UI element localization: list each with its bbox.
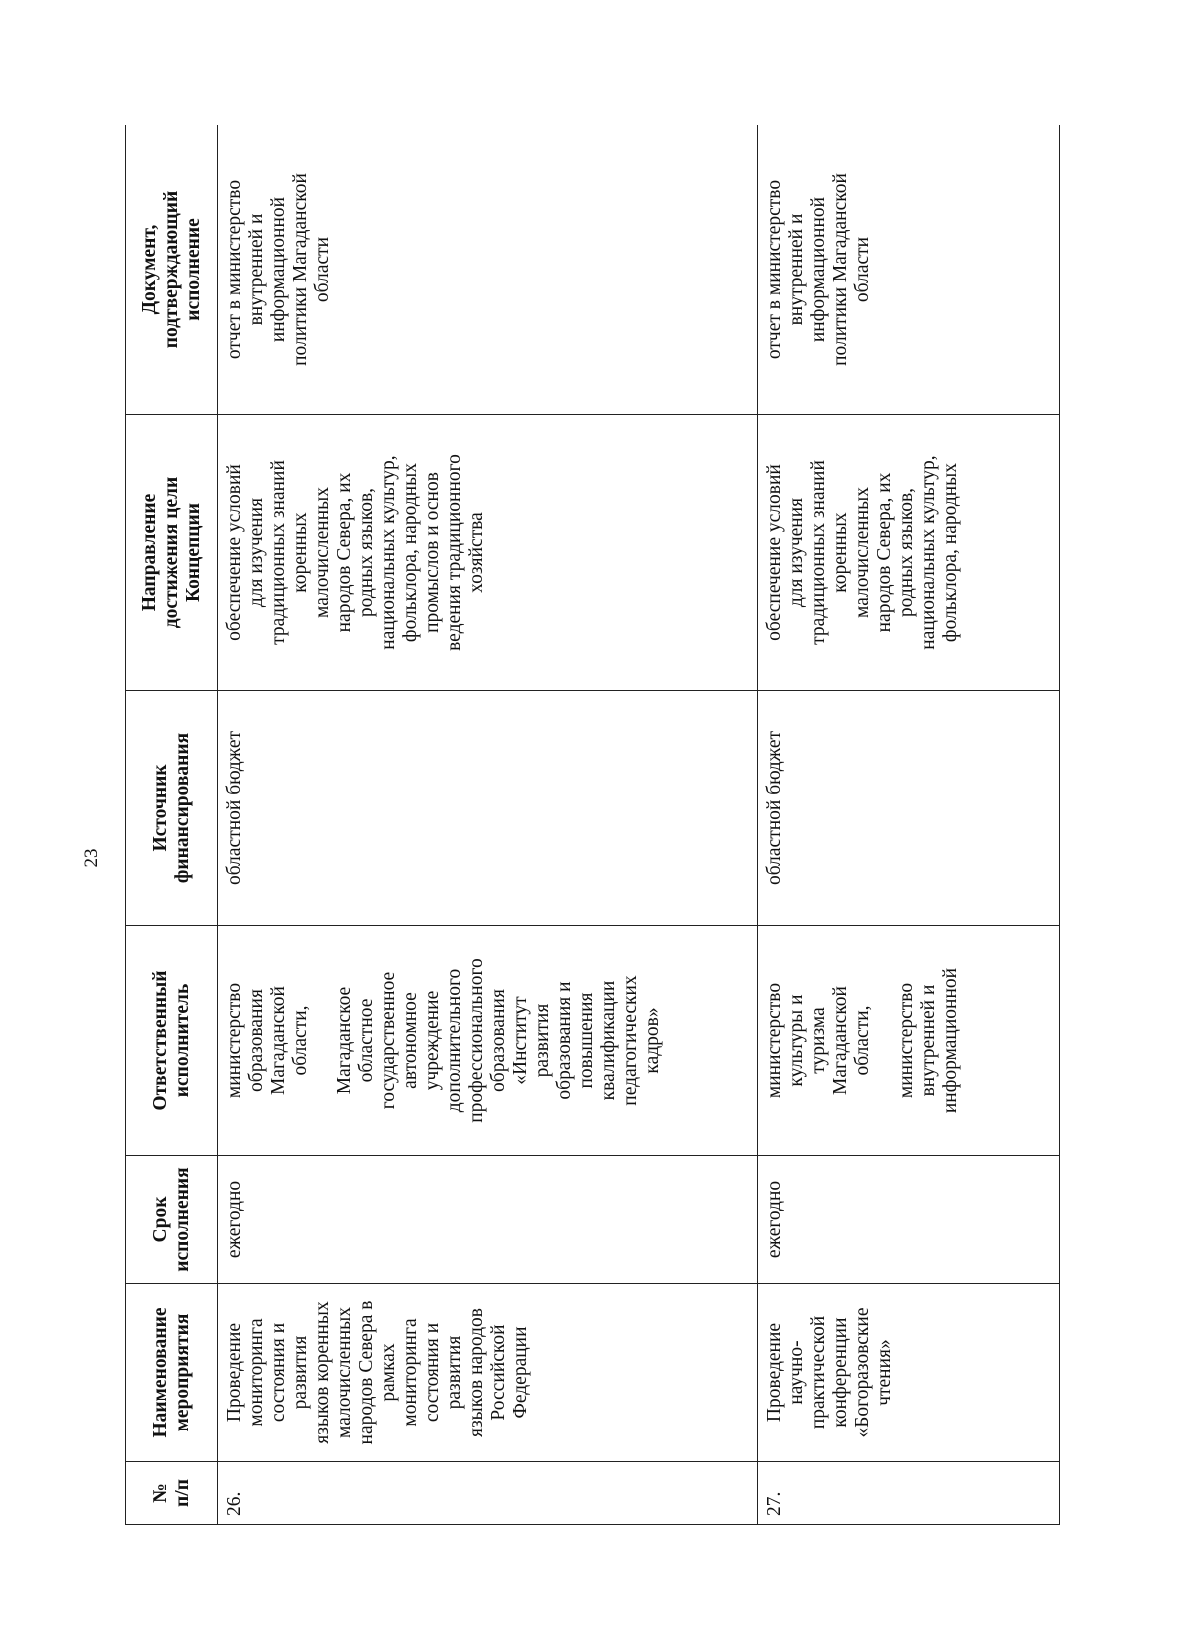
header-name: Наименование мероприятия	[126, 1284, 218, 1462]
page-number: 23	[81, 848, 102, 868]
row-number: 26.	[218, 1462, 758, 1525]
event-term: ежегодно	[218, 1156, 758, 1284]
table-wrapper	[125, 125, 1061, 1525]
event-document: отчет в министерство внутренней и информационной политики Магаданской области	[218, 125, 758, 415]
table-row	[218, 125, 758, 1525]
event-direction: обеспечение условий для изучения традиционных знаний коренных малочисленных народов Севера, их родных языков, национальных культур, фольклора, народных промыслов и основ ведения традиционного хозяйства	[218, 415, 758, 691]
header-document: Документ, подтверждающий исполнение	[126, 125, 218, 415]
event-direction: обеспечение условий для изучения традиционных знаний коренных малочисленных народов Севера, их родных языков, национальных культур, фольклора, народных	[758, 415, 1060, 691]
event-funding-source: областной бюджет	[218, 691, 758, 926]
table-row	[758, 125, 1060, 1525]
event-name: Проведение научно- практической конференции «Богоразовские чтения»	[758, 1284, 1060, 1462]
header-executor: Ответственный исполнитель	[126, 926, 218, 1156]
header-term: Срок исполнения	[126, 1156, 218, 1284]
event-executor: министерство культуры и туризма Магаданской области, министерство внутренней и информационной	[758, 926, 1060, 1156]
event-name: Проведение мониторинга состояния и развития языков коренных малочисленных народов Севера в рамках мониторинга состояния и развития языков народов Российской Федерации	[218, 1284, 758, 1462]
event-executor: министерство образования Магаданской области, Магаданское областное государственное автономное учреждение дополнительного профессионального образования «Институт развития образования и повышения квалификации педагогических кадров»	[218, 926, 758, 1156]
row-number: 27.	[758, 1462, 1060, 1525]
event-funding-source: областной бюджет	[758, 691, 1060, 926]
header-num: № п/п	[126, 1462, 218, 1525]
rotated-table-area	[125, 125, 1061, 1525]
header-source: Источник финансирования	[126, 691, 218, 926]
table-header-row	[126, 125, 218, 1525]
events-table	[125, 125, 1060, 1525]
event-document: отчет в министерство внутренней и информационной политики Магаданской области	[758, 125, 1060, 415]
event-term: ежегодно	[758, 1156, 1060, 1284]
header-direction: Направление достижения цели Концепции	[126, 415, 218, 691]
